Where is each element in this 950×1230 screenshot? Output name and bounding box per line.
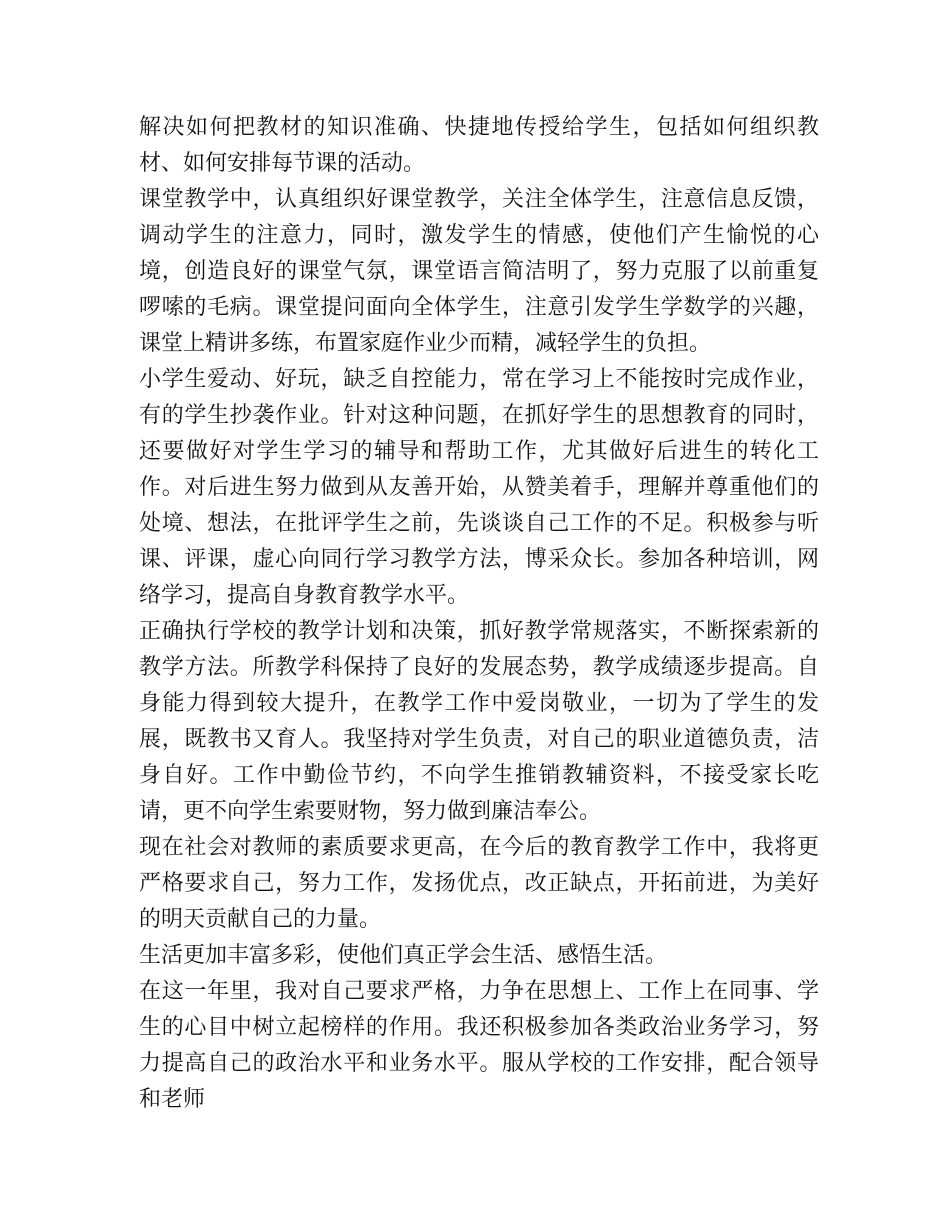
paragraph-1: 解决如何把教材的知识准确、快捷地传授给学生，包括如何组织教材、如何安排每节课的活动。 [139, 115, 819, 176]
paragraph-7: 在这一年里，我对自己要求严格，力争在思想上、工作上在同事、学生的心目中树立起榜样的作用。我还积极参加各类政治业务学习，努力提高自己的政治水平和业务水平。服从学校的工作安排，配合领导和老师 [139, 979, 819, 1112]
paragraph-5: 现在社会对教师的素质要求更高，在今后的教育教学工作中，我将更严格要求自己，努力工作，发扬优点，改正缺点，开拓前进，为美好的明天贡献自己的力量。 [139, 835, 819, 932]
document-page [139, 110, 819, 1118]
paragraph-3: 小学生爱动、好玩，缺乏自控能力，常在学习上不能按时完成作业，有的学生抄袭作业。针对这种问题，在抓好学生的思想教育的同时，还要做好对学生学习的辅导和帮助工作，尤其做好后进生的转化工作。对后进生努力做到从友善开始，从赞美着手，理解并尊重他们的处境、想法，在批评学生之前，先谈谈自己工作的不足。积极参与听课、评课，虚心向同行学习教学方法，博采众长。参加各种培训，网络学习，提高自身教育教学水平。 [139, 367, 819, 608]
paragraph-4: 正确执行学校的教学计划和决策，抓好教学常规落实，不断探索新的教学方法。所教学科保持了良好的发展态势，教学成绩逐步提高。自身能力得到较大提升，在教学工作中爱岗敬业，一切为了学生的发展，既教书又育人。我坚持对学生负责，对自己的职业道德负责，洁身自好。工作中勤俭节约，不向学生推销教辅资料，不接受家长吃请，更不向学生索要财物，努力做到廉洁奉公。 [139, 619, 819, 824]
paragraph-2: 课堂教学中，认真组织好课堂教学，关注全体学生，注意信息反馈，调动学生的注意力，同时，激发学生的情感，使他们产生愉悦的心境，创造良好的课堂气氛，课堂语言简洁明了，努力克服了以前重复啰嗦的毛病。课堂提问面向全体学生，注意引发学生学数学的兴趣，课堂上精讲多练，布置家庭作业少而精，减轻学生的负担。 [139, 187, 819, 356]
paragraph-6: 生活更加丰富多彩，使他们真正学会生活、感悟生活。 [139, 943, 668, 968]
